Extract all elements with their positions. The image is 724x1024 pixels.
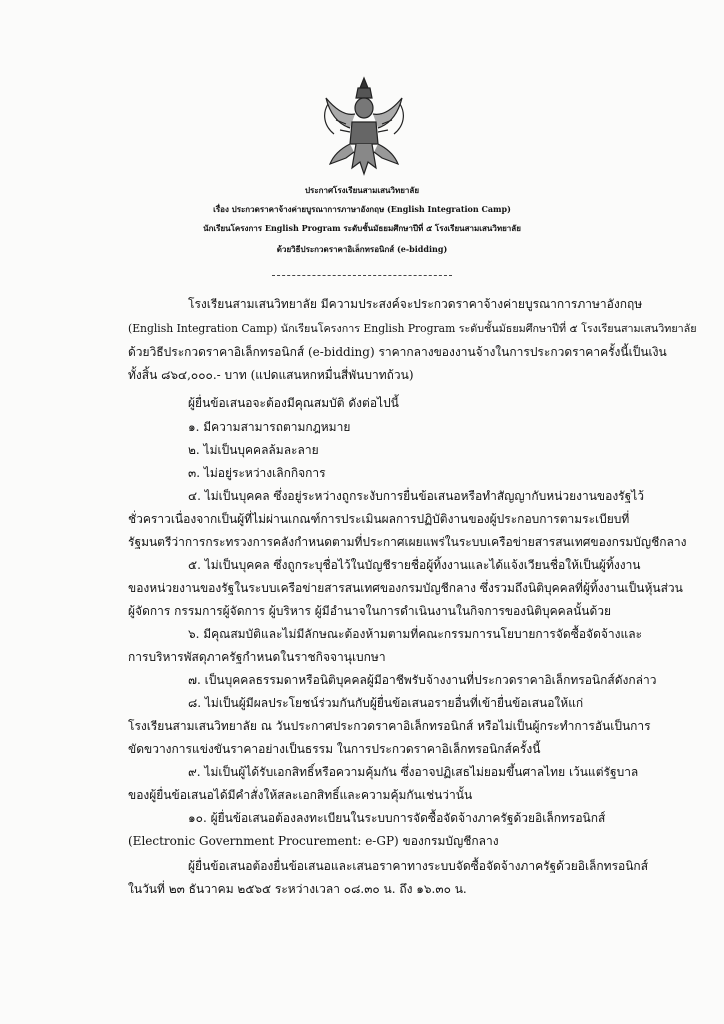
list-item-cont: ชั่วคราวเนื่องจากเป็นผู้ที่ไม่ผ่านเกณฑ์การประเมินผลการปฏิบัติงานของผู้ประกอบการตามระเบียบที่ — [128, 512, 630, 526]
subject-line-3: ด้วยวิธีประกวดราคาอิเล็กทรอนิกส์ (e-bidding) — [276, 244, 448, 254]
list-item: ๑๐. ผู้ยื่นข้อเสนอต้องลงทะเบียนในระบบการจัดซื้อจัดจ้างภาครัฐด้วยอิเล็กทรอนิกส์ — [188, 811, 606, 825]
subject-line: เรื่อง ประกวดราคาจ้างค่ายบูรณาการภาษาอังกฤษ (English Integration Camp) — [213, 204, 511, 214]
qualifications-heading: ผู้ยื่นข้อเสนอจะต้องมีคุณสมบัติ ดังต่อไปนี้ — [188, 396, 399, 410]
list-item-cont: รัฐมนตรีว่าการกระทรวงการคลังกำหนดตามที่ประกาศเผยแพร่ในระบบเครือข่ายสารสนเทศของกรมบัญชีกลาง — [128, 535, 687, 549]
intro-line-2: (English Integration Camp) นักเรียนโครงการ English Program ระดับชั้นมัธยมศึกษาปีที่ ๕ โรงเรียนสามเสนวิทยาลัย — [128, 322, 697, 335]
list-item: ๑. มีความสามารถตามกฎหมาย — [188, 420, 351, 434]
list-item: ๒. ไม่เป็นบุคคลล้มละลาย — [188, 443, 319, 457]
list-item: ๓. ไม่อยู่ระหว่างเลิกกิจการ — [188, 466, 326, 480]
intro-line-4: ทั้งสิ้น ๘๖๔,๐๐๐.- บาท (แปดแสนหกหมื่นสี่พันบาทถ้วน) — [128, 368, 414, 382]
list-item-cont: โรงเรียนสามเสนวิทยาลัย ณ วันประกาศประกวดราคาอิเล็กทรอนิกส์ หรือไม่เป็นผู้กระทำการอันเป็นการ — [128, 719, 651, 733]
list-item: ๔. ไม่เป็นบุคคล ซึ่งอยู่ระหว่างถูกระงับการยื่นข้อเสนอหรือทำสัญญากับหน่วยงานของรัฐไว้ — [188, 489, 645, 503]
list-item-cont: (Electronic Government Procurement: e-GP) ของกรมบัญชีกลาง — [128, 834, 499, 848]
list-item: ๘. ไม่เป็นผู้มีผลประโยชน์ร่วมกันกับผู้ยื่นข้อเสนอรายอื่นที่เข้ายื่นข้อเสนอให้แก่ — [188, 696, 584, 710]
garuda-emblem-icon — [316, 74, 412, 176]
list-item: ๕. ไม่เป็นบุคคล ซึ่งถูกระบุชื่อไว้ในบัญชีรายชื่อผู้ทิ้งงานและได้แจ้งเวียนชื่อให้เป็นผู้ทิ้งงาน — [188, 558, 641, 572]
intro-line-3: ด้วยวิธีประกวดราคาอิเล็กทรอนิกส์ (e-bidding) ราคากลางของงานจ้างในการประกวดราคาครั้งนี้เป็นเงิน — [128, 345, 667, 359]
list-item-cont: การบริหารพัสดุภาครัฐกำหนดในราชกิจจานุเบกษา — [128, 650, 386, 664]
divider — [272, 275, 452, 276]
submission-line-2: ในวันที่ ๒๓ ธันวาคม ๒๕๖๕ ระหว่างเวลา ๐๘.๓๐ น. ถึง ๑๖.๓๐ น. — [128, 882, 467, 896]
list-item-cont: ของผู้ยื่นข้อเสนอได้มีคำสั่งให้สละเอกสิทธิ์และความคุ้มกันเช่นว่านั้น — [128, 788, 473, 802]
list-item-cont: ขัดขวางการแข่งขันราคาอย่างเป็นธรรม ในการประกวดราคาอิเล็กทรอนิกส์ครั้งนี้ — [128, 742, 541, 756]
list-item: ๖. มีคุณสมบัติและไม่มีลักษณะต้องห้ามตามที่คณะกรรมการนโยบายการจัดซื้อจัดจ้างและ — [188, 627, 643, 641]
list-item: ๙. ไม่เป็นผู้ได้รับเอกสิทธิ์หรือความคุ้มกัน ซึ่งอาจปฏิเสธไม่ยอมขึ้นศาลไทย เว้นแต่รัฐบาล — [188, 765, 639, 779]
list-item-cont: ของหน่วยงานของรัฐในระบบเครือข่ายสารสนเทศของกรมบัญชีกลาง ซึ่งรวมถึงนิติบุคคลที่ผู้ทิ้งงานเป็นหุ้นส่วน — [128, 581, 683, 595]
submission-line-1: ผู้ยื่นข้อเสนอต้องยื่นข้อเสนอและเสนอราคาทางระบบจัดซื้อจัดจ้างภาครัฐด้วยอิเล็กทรอนิกส์ — [188, 859, 649, 873]
list-item: ๗. เป็นบุคคลธรรมดาหรือนิติบุคคลผู้มีอาชีพรับจ้างงานที่ประกวดราคาอิเล็กทรอนิกส์ดังกล่าว — [188, 673, 657, 687]
list-item-cont: ผู้จัดการ กรรมการผู้จัดการ ผู้บริหาร ผู้มีอำนาจในการดำเนินงานในกิจการของนิติบุคคลนั้นด้วย — [128, 604, 612, 618]
intro-line-1: โรงเรียนสามเสนวิทยาลัย มีความประสงค์จะประกวดราคาจ้างค่ายบูรณาการภาษาอังกฤษ — [188, 297, 643, 311]
subject-line-2: นักเรียนโครงการ English Program ระดับชั้นมัธยมศึกษาปีที่ ๕ โรงเรียนสามเสนวิทยาลัย — [203, 223, 521, 233]
announcement-title: ประกาศโรงเรียนสามเสนวิทยาลัย — [304, 185, 420, 195]
